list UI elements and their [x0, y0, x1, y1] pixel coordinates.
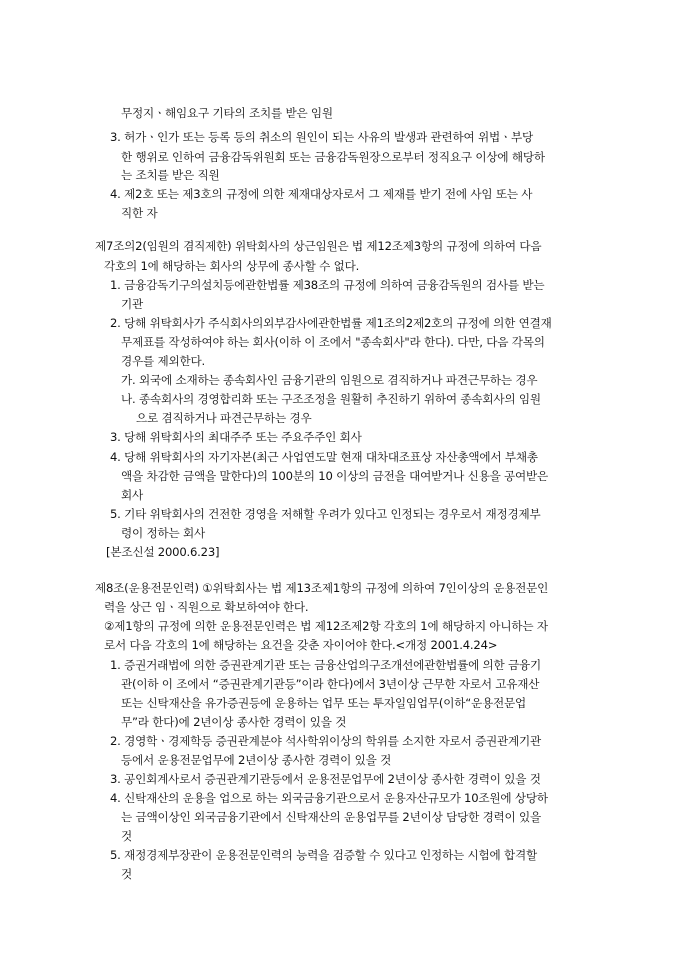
text-line: 직한 자 [121, 206, 158, 220]
text-line: 로서 다음 각호의 1에 해당하는 요건을 갖춘 자이어야 한다.<개정 2001.4.24> [104, 638, 498, 652]
text-line: 가. 외국에 소재하는 종속회사인 금융기관의 임원으로 겸직하거나 파견근무하는 경우 [121, 373, 538, 387]
text-line: 3. 공인회계사로서 증권관계기관등에서 운용전문업무에 2년이상 종사한 경력이 있을 것 [110, 772, 541, 786]
text-line: 경우를 제외한다. [121, 354, 205, 368]
text-line: 으로 겸직하거나 파견근무하는 경우 [136, 411, 312, 425]
text-line: 2. 경영학ㆍ경제학등 증권관계분야 석사학위이상의 학위를 소지한 자로서 증권관계기관 [110, 734, 542, 748]
text-line: 1. 금융감독기구의설치등에관한법률 제38조의 규정에 의하여 금융감독원의 검사를 받는 [110, 278, 545, 292]
text-line: 제8조(운용전문인력) ①위탁회사는 법 제13조제1항의 규정에 의하여 7인이상의 운용전문인 [95, 581, 549, 595]
text-line: 무”라 한다)에 2년이상 종사한 경력이 있을 것 [121, 715, 347, 729]
text-line: [본조신설 2000.6.23] [106, 545, 220, 559]
text-line: 것 [121, 867, 132, 881]
text-line: 관(이하 이 조에서 “증권관계기관등”이라 한다)에서 3년이상 근무한 자로서 고유재산 [121, 677, 540, 691]
text-line: 기관 [121, 297, 143, 311]
text-line: 무제표를 작성하여야 하는 회사(이하 이 조에서 "종속회사"라 한다). 다만, 다음 각목의 [121, 335, 545, 349]
text-line: 한 행위로 인하여 금융감독위원회 또는 금융감독원장으로부터 정직요구 이상에 해당하 [121, 150, 545, 164]
text-line: 액을 차감한 금액을 말한다)의 100분의 10 이상의 금전을 대여받거나 신용을 공여받은 [121, 469, 549, 483]
text-line: 등에서 운용전문업무에 2년이상 종사한 경력이 있을 것 [121, 753, 392, 767]
text-line: 나. 종속회사의 경영합리화 또는 구조조정을 원활히 추진하기 위하여 종속회사의 임원 [121, 392, 541, 406]
text-line: 4. 당해 위탁회사의 자기자본(최근 사업연도말 현재 대차대조표상 자산총액에서 부채총 [110, 450, 538, 464]
text-line: 4. 제2호 또는 제3호의 규정에 의한 제재대상자로서 그 제재를 받기 전에 사임 또는 사 [110, 187, 533, 201]
text-line: 는 금액이상인 외국금융기관에서 신탁재산의 운용업무를 2년이상 담당한 경력이 있을 [121, 810, 542, 824]
text-line: 무정지ㆍ해임요구 기타의 조치를 받은 임원 [121, 106, 333, 120]
text-line: 령이 정하는 회사 [121, 526, 205, 540]
text-line: 5. 재정경제부장관이 운용전문인력의 능력을 검증할 수 있다고 인정하는 시험에 합격할 [110, 848, 538, 862]
text-line: ②제1항의 규정에 의한 운용전문인력은 법 제12조제2항 각호의 1에 해당하지 아니하는 자 [104, 619, 548, 633]
text-line: 는 조치를 받은 직원 [121, 168, 220, 182]
text-line: 2. 당해 위탁회사가 주식회사의외부감사에관한법률 제1조의2제2호의 규정에 의한 연결재 [110, 316, 552, 330]
text-line: 력을 상근 임ㆍ직원으로 확보하여야 한다. [104, 600, 309, 614]
text-line: 3. 당해 위탁회사의 최대주주 또는 주요주주인 회사 [110, 430, 362, 444]
text-line: 제7조의2(임원의 겸직제한) 위탁회사의 상근임원은 법 제12조제3항의 규정에 의하여 다음 [95, 239, 542, 253]
text-line: 각호의 1에 해당하는 회사의 상무에 종사할 수 없다. [104, 259, 360, 273]
text-line: 회사 [121, 488, 143, 502]
text-line: 5. 기타 위탁회사의 건전한 경영을 저해할 우려가 있다고 인정되는 경우로서 재정경제부 [110, 507, 541, 521]
text-line: 3. 허가ㆍ인가 또는 등록 등의 취소의 원인이 되는 사유의 발생과 관련하여 위법ㆍ부당 [110, 130, 533, 144]
text-line: 4. 신탁재산의 운용을 업으로 하는 외국금융기관으로서 운용자산규모가 10조원에 상당하 [110, 791, 548, 805]
text-line: 또는 신탁재산을 유가증권등에 운용하는 업무 또는 투자일임업무(이하“운용전문업 [121, 696, 527, 710]
text-line: 것 [121, 829, 132, 843]
text-line: 1. 증권거래법에 의한 증권관계기관 또는 금융산업의구조개선에관한법률에 의한 금융기 [110, 658, 542, 672]
